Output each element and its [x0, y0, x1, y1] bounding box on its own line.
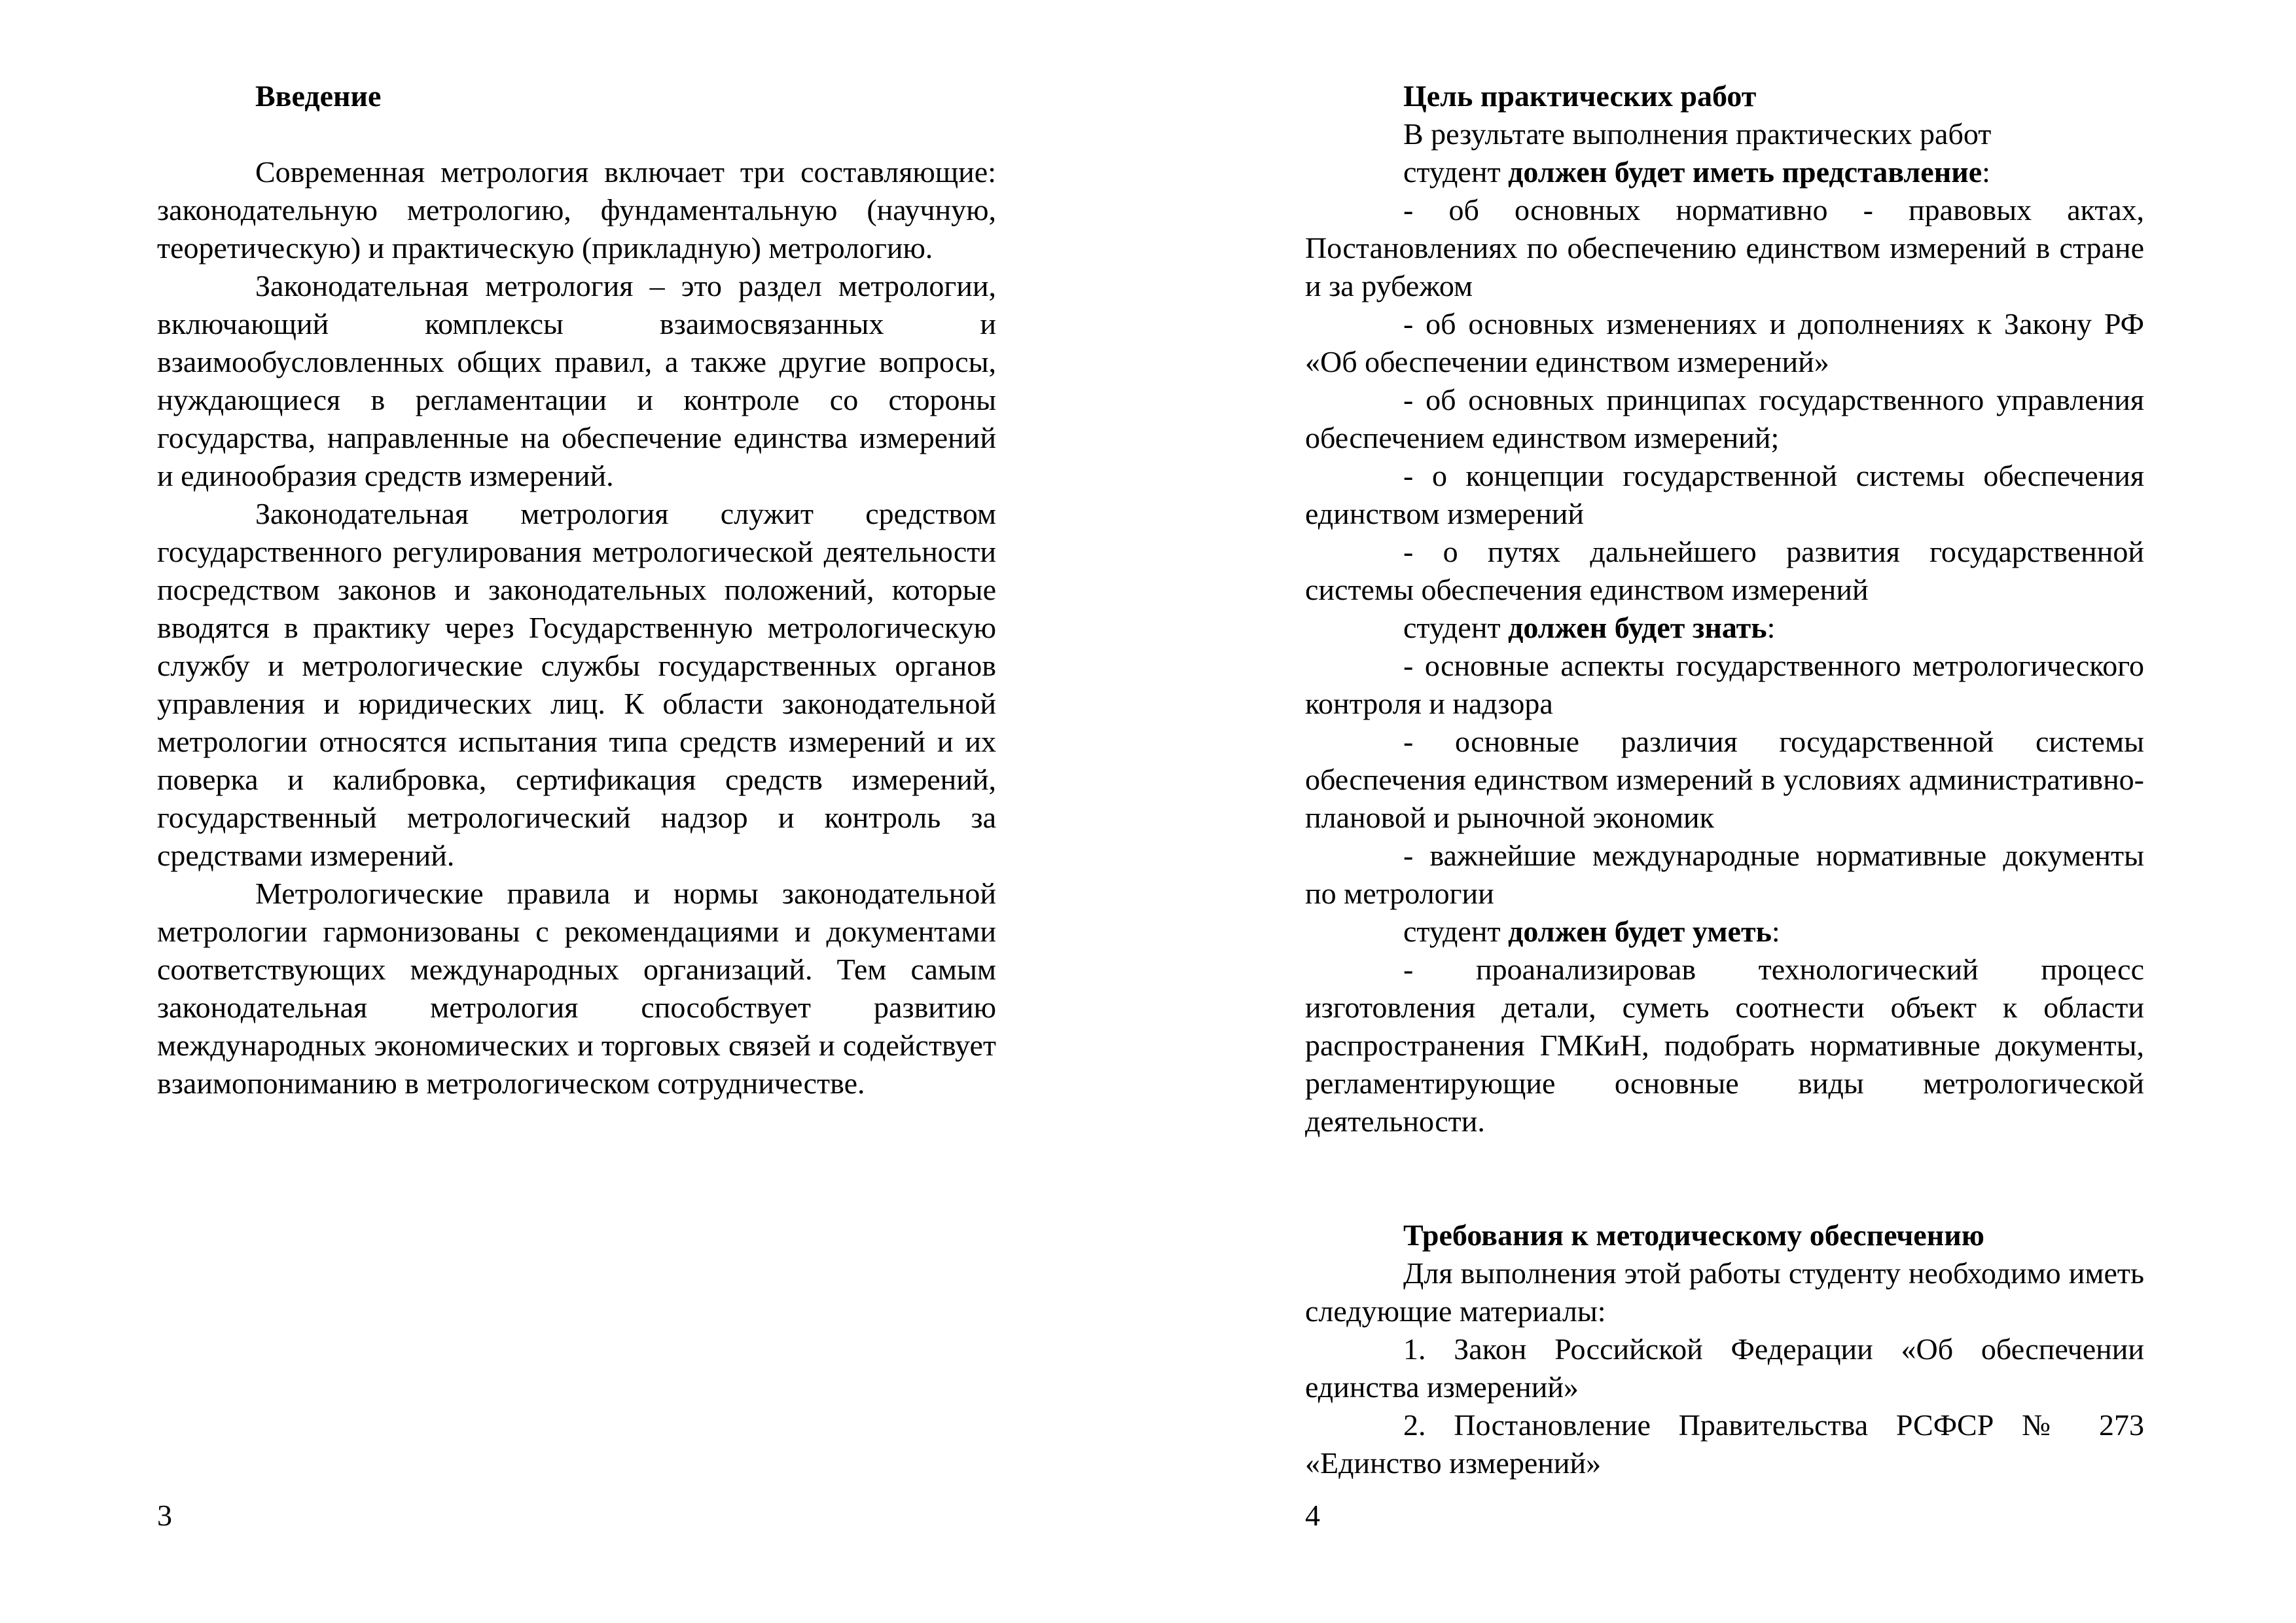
requirements-heading: Требования к методическому обеспечению — [1403, 1218, 1984, 1252]
intro-paragraph-1: Современная метрология включает три составляющие: законодательную метрологию, фундаментальную (научную, теоретическую) и практическую (прикладную) метрологию. — [157, 155, 996, 264]
right-page — [1148, 0, 2296, 1623]
represent-item-5: - о путях дальнейшего развития государственной системы обеспечения единством измерений — [1305, 535, 2144, 606]
page-number: 4 — [1305, 1499, 1320, 1532]
intro-paragraph-3: Законодательная метрология служит средством государственного регулирования метрологической деятельности посредством законов и законодательных положений, которые вводятся в практику через Государственную метрологическую службу и метрологические службы государственных органов управления и юридических лиц. К области законодательной метрологии относятся испытания типа средств измерений и их поверка и калибровка, сертификация средств измерений, государственный метрологический надзор и контроль за средствами измерений. — [157, 497, 996, 872]
colon: : — [1771, 915, 1780, 948]
represent-item-4: - о концепции государственной системы обеспечения единством измерений — [1305, 459, 2144, 530]
student-prefix: студент — [1403, 915, 1509, 948]
spacer — [1305, 1140, 2144, 1216]
student-requirement-bold: должен будет уметь — [1508, 915, 1772, 948]
student-represent-line — [1305, 153, 2144, 191]
student-skill-line — [1305, 913, 2144, 951]
represent-item-1: - об основных нормативно - правовых актах, Постановлениях по обеспечению единством измерений в стране и за рубежом — [1305, 193, 2144, 302]
spacer — [157, 115, 996, 153]
intro-paragraph-4: Метрологические правила и нормы законодательной метрологии гармонизованы с рекомендациями и документами соответствующих международных организаций. Тем самым законодательная метрология способствует развитию международных экономических и торговых связей и содействует взаимопониманию в метрологическом сотрудничестве. — [157, 877, 996, 1100]
page-number: 3 — [157, 1499, 172, 1532]
requirements-item-1: 1. Закон Российской Федерации «Об обеспечении единства измерений» — [1305, 1332, 2144, 1404]
student-prefix: студент — [1403, 611, 1509, 644]
goal-heading: Цель практических работ — [1403, 79, 1757, 113]
left-page-text-column — [157, 77, 996, 1103]
student-requirement-bold: должен будет знать — [1508, 611, 1767, 644]
represent-item-2: - об основных изменениях и дополнениях к Закону РФ «Об обеспечении единством измерений» — [1305, 307, 2144, 378]
skill-item-1: - проанализировав технологический процесс изготовления детали, суметь соотнести объект к области распространения ГМКиН, подобрать нормативные документы, регламентирующие основные виды метрологической деятельности. — [1305, 953, 2144, 1138]
represent-item-3: - об основных принципах государственного управления обеспечением единством измерений; — [1305, 383, 2144, 454]
right-page-text-column — [1305, 77, 2144, 1482]
student-prefix: студент — [1403, 155, 1509, 189]
goal-intro-line: В результате выполнения практических работ — [1403, 117, 1992, 151]
know-item-2: - основные различия государственной системы обеспечения единством измерений в условиях административно-плановой и рыночной экономик — [1305, 725, 2144, 834]
intro-paragraph-2: Законодательная метрология – это раздел метрологии, включающий комплексы взаимосвязанных и взаимообусловленных общих правил, а также другие вопросы, нуждающиеся в регламентации и контроле со стороны государства, направленные на обеспечение единства измерений и единообразия средств измерений. — [157, 269, 996, 492]
introduction-heading: Введение — [255, 79, 382, 113]
requirements-item-2: 2. Постановление Правительства РСФСР № 273 «Единство измерений» — [1305, 1408, 2144, 1480]
know-item-3: - важнейшие международные нормативные документы по метрологии — [1305, 839, 2144, 910]
student-requirement-bold: должен будет иметь представление — [1508, 155, 1982, 189]
know-item-1: - основные аспекты государственного метрологического контроля и надзора — [1305, 649, 2144, 720]
student-know-line — [1305, 609, 2144, 647]
colon: : — [1982, 155, 1990, 189]
colon: : — [1767, 611, 1776, 644]
requirements-intro: Для выполнения этой работы студенту необходимо иметь следующие материалы: — [1305, 1256, 2144, 1328]
